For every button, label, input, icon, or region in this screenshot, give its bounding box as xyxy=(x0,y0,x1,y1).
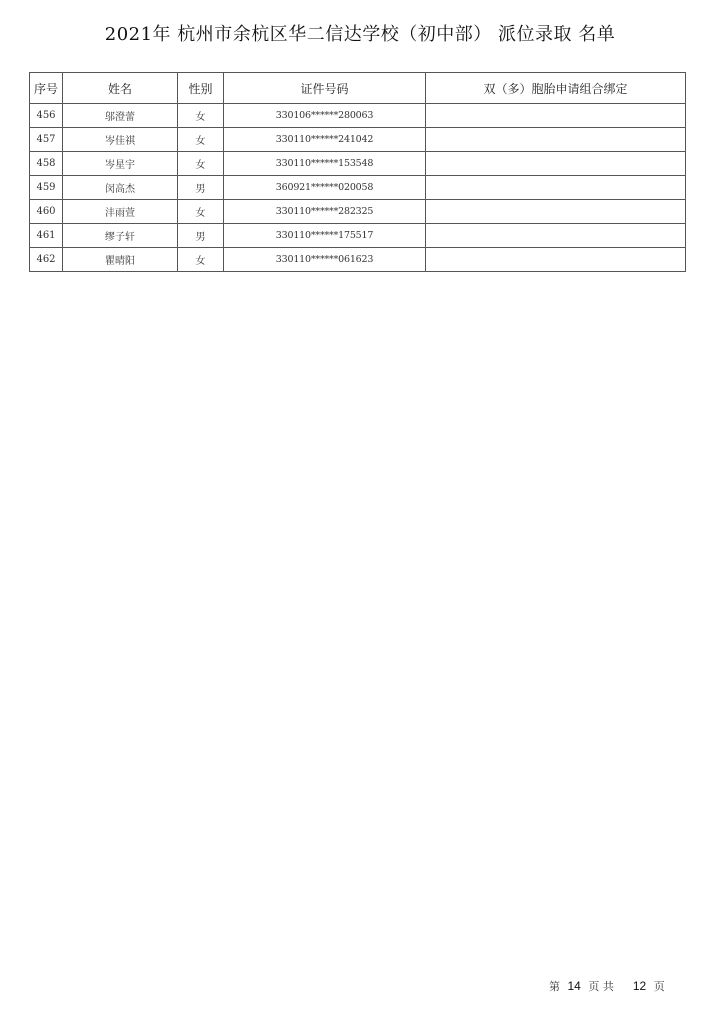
table-row xyxy=(30,128,686,152)
table-row xyxy=(30,104,686,128)
cell-id-number: 360921******020058 xyxy=(224,176,426,200)
cell-seq: 460 xyxy=(30,200,63,224)
cell-name: 闵高杰 xyxy=(63,176,178,200)
cell-name: 岑佳祺 xyxy=(63,128,178,152)
cell-seq: 456 xyxy=(30,104,63,128)
table-row xyxy=(30,248,686,272)
total-pages-number: 12 xyxy=(632,979,647,993)
roster-table xyxy=(29,72,686,272)
table-header-row xyxy=(30,73,686,104)
cell-id-number: 330106******280063 xyxy=(224,104,426,128)
cell-twin-binding xyxy=(426,104,686,128)
cell-seq: 457 xyxy=(30,128,63,152)
cell-gender: 男 xyxy=(178,176,224,200)
table-row xyxy=(30,224,686,248)
cell-name: 邬澄蕾 xyxy=(63,104,178,128)
cell-twin-binding xyxy=(426,224,686,248)
footer-prefix: 第 xyxy=(549,980,560,993)
cell-id-number: 330110******282325 xyxy=(224,200,426,224)
cell-twin-binding xyxy=(426,200,686,224)
cell-name: 缪子轩 xyxy=(63,224,178,248)
cell-twin-binding xyxy=(426,152,686,176)
cell-id-number: 330110******175517 xyxy=(224,224,426,248)
cell-name: 岑星宇 xyxy=(63,152,178,176)
cell-id-number: 330110******241042 xyxy=(224,128,426,152)
cell-seq: 461 xyxy=(30,224,63,248)
footer-middle: 页 共 xyxy=(588,980,614,993)
header-gender: 性别 xyxy=(178,73,224,104)
cell-gender: 女 xyxy=(178,128,224,152)
table-row xyxy=(30,152,686,176)
cell-name: 瞿晴阳 xyxy=(63,248,178,272)
page-footer xyxy=(549,978,665,994)
cell-gender: 女 xyxy=(178,152,224,176)
cell-twin-binding xyxy=(426,128,686,152)
cell-seq: 459 xyxy=(30,176,63,200)
header-seq: 序号 xyxy=(30,73,63,104)
current-page-number: 14 xyxy=(567,979,581,993)
table-row xyxy=(30,176,686,200)
cell-name: 沣雨萱 xyxy=(63,200,178,224)
cell-gender: 女 xyxy=(178,104,224,128)
cell-gender: 女 xyxy=(178,248,224,272)
cell-id-number: 330110******153548 xyxy=(224,152,426,176)
cell-seq: 462 xyxy=(30,248,63,272)
cell-id-number: 330110******061623 xyxy=(224,248,426,272)
header-id-number: 证件号码 xyxy=(224,73,426,104)
page-title: 2021年 杭州市余杭区华二信达学校（初中部） 派位录取 名单 xyxy=(104,24,616,45)
footer-suffix: 页 xyxy=(653,980,665,993)
cell-gender: 女 xyxy=(178,200,224,224)
cell-gender: 男 xyxy=(178,224,224,248)
table-row xyxy=(30,200,686,224)
cell-twin-binding xyxy=(426,248,686,272)
cell-seq: 458 xyxy=(30,152,63,176)
header-twin-binding: 双（多）胞胎申请组合绑定 xyxy=(426,73,686,104)
header-name: 姓名 xyxy=(63,73,178,104)
cell-twin-binding xyxy=(426,176,686,200)
